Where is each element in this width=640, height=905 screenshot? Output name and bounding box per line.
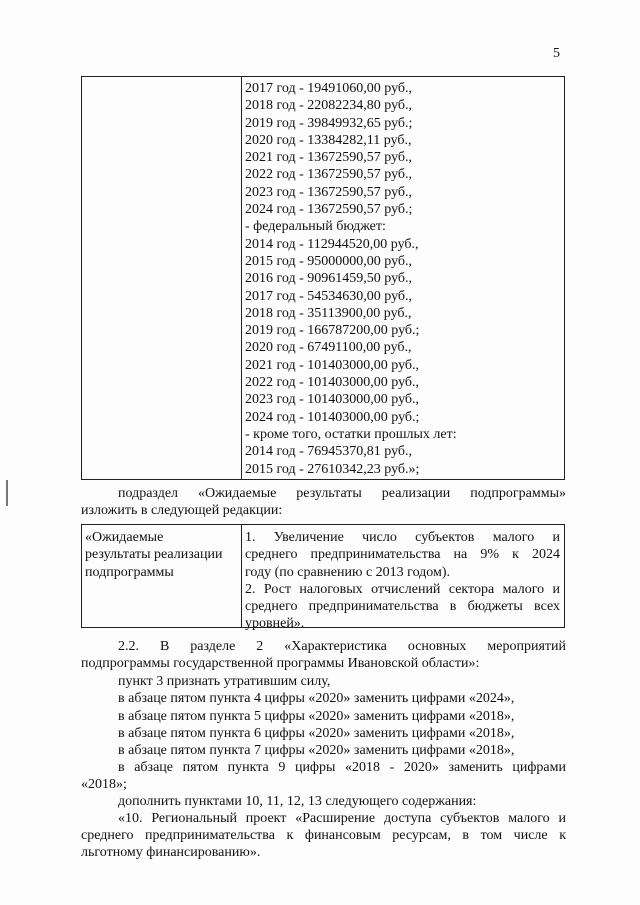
results-value-line: 1. Увеличение число субъектов малого и xyxy=(245,530,560,545)
funding-line: 2014 год - 112944520,00 руб., xyxy=(245,236,419,252)
funding-line: 2020 год - 67491100,00 руб., xyxy=(245,340,412,356)
funding-line: 2015 год - 27610342,23 руб.»; xyxy=(245,461,420,477)
funding-line: 2015 год - 95000000,00 руб., xyxy=(245,253,413,269)
funding-line: - федеральный бюджет: xyxy=(245,219,386,235)
funding-line: 2023 год - 13672590,57 руб., xyxy=(245,184,413,200)
amendment-item: в абзаце пятом пункта 7 цифры «2020» заменить цифрами «2018», xyxy=(118,743,515,759)
funding-line: 2017 год - 54534630,00 руб., xyxy=(245,288,413,304)
results-value-line: среднего предпринимательства в бюджеты всех xyxy=(245,599,560,615)
funding-line: 2022 год - 101403000,00 руб., xyxy=(245,375,420,391)
results-table-left-cell xyxy=(82,525,242,627)
section-2-2-line-1: 2.2. В разделе 2 «Характеристика основных мероприятий xyxy=(118,639,566,654)
item-9-line-2: «2018»; xyxy=(81,777,127,792)
funding-line: 2019 год - 166787200,00 руб.; xyxy=(245,323,420,339)
funding-line: 2018 год - 35113900,00 руб., xyxy=(245,305,412,321)
results-table xyxy=(81,524,565,632)
results-value-line: году (по сравнению с 2013 годом). xyxy=(245,564,451,580)
margin-mark xyxy=(6,480,8,506)
results-table-right-cell xyxy=(245,529,560,633)
item-10-line-3: льготному финансированию». xyxy=(81,845,261,860)
funding-line: 2020 год - 13384282,11 руб., xyxy=(245,132,412,148)
funding-line: 2017 год - 19491060,00 руб., xyxy=(245,81,413,96)
item-9-line-1: в абзаце пятом пункта 9 цифры «2018 - 2020» заменить цифрами xyxy=(118,760,566,775)
item-10-line-2: среднего предпринимательства к финансовым ресурсам, в том числе к xyxy=(81,828,566,843)
funding-line: 2021 год - 101403000,00 руб., xyxy=(245,357,420,373)
funding-line: 2016 год - 90961459,50 руб., xyxy=(245,271,413,287)
section-2-2-line-2: подпрограммы государственной программы Ивановской области»: xyxy=(81,656,480,671)
amendment-item: в абзаце пятом пункта 5 цифры «2020» заменить цифрами «2018», xyxy=(118,708,515,724)
funding-line: 2024 год - 101403000,00 руб.; xyxy=(245,409,420,425)
amendment-item: в абзаце пятом пункта 6 цифры «2020» заменить цифрами «2018», xyxy=(118,725,515,741)
results-label-line: «Ожидаемые xyxy=(85,530,164,545)
results-value-line: уровней». xyxy=(245,616,305,632)
funding-table xyxy=(81,76,565,480)
amendment-item: в абзаце пятом пункта 4 цифры «2020» заменить цифрами «2024», xyxy=(118,691,515,707)
item-10-line-1: «10. Региональный проект «Расширение доступа субъектов малого и xyxy=(118,811,566,826)
results-label-line: результаты реализации xyxy=(85,547,223,563)
funding-line: 2022 год - 13672590,57 руб., xyxy=(245,167,413,183)
funding-line: 2021 год - 13672590,57 руб., xyxy=(245,150,413,166)
intro-line-1: подраздел «Ожидаемые результаты реализации подпрограммы» xyxy=(118,486,566,501)
funding-line: 2019 год - 39849932,65 руб.; xyxy=(245,115,413,131)
amendment-item: пункт 3 признать утратившим силу, xyxy=(118,674,331,689)
results-label-line: подпрограммы xyxy=(85,564,174,580)
results-value-line: 2. Рост налоговых отчислений сектора малого и xyxy=(245,581,560,597)
funding-table-left-cell xyxy=(82,77,242,479)
funding-line: 2018 год - 22082234,80 руб., xyxy=(245,98,413,114)
funding-table-right-cell xyxy=(245,80,560,478)
funding-line: 2023 год - 101403000,00 руб., xyxy=(245,392,420,408)
results-value-line: среднего предпринимательства на 9% к 2024 xyxy=(245,547,560,563)
page-number: 5 xyxy=(553,46,560,61)
intro-line-2: изложить в следующей редакции: xyxy=(81,503,283,518)
funding-line: - кроме того, остатки прошлых лет: xyxy=(245,426,457,442)
funding-line: 2024 год - 13672590,57 руб.; xyxy=(245,202,413,218)
funding-line: 2014 год - 76945370,81 руб., xyxy=(245,444,413,460)
supplement-line: дополнить пунктами 10, 11, 12, 13 следующего содержания: xyxy=(118,794,477,809)
